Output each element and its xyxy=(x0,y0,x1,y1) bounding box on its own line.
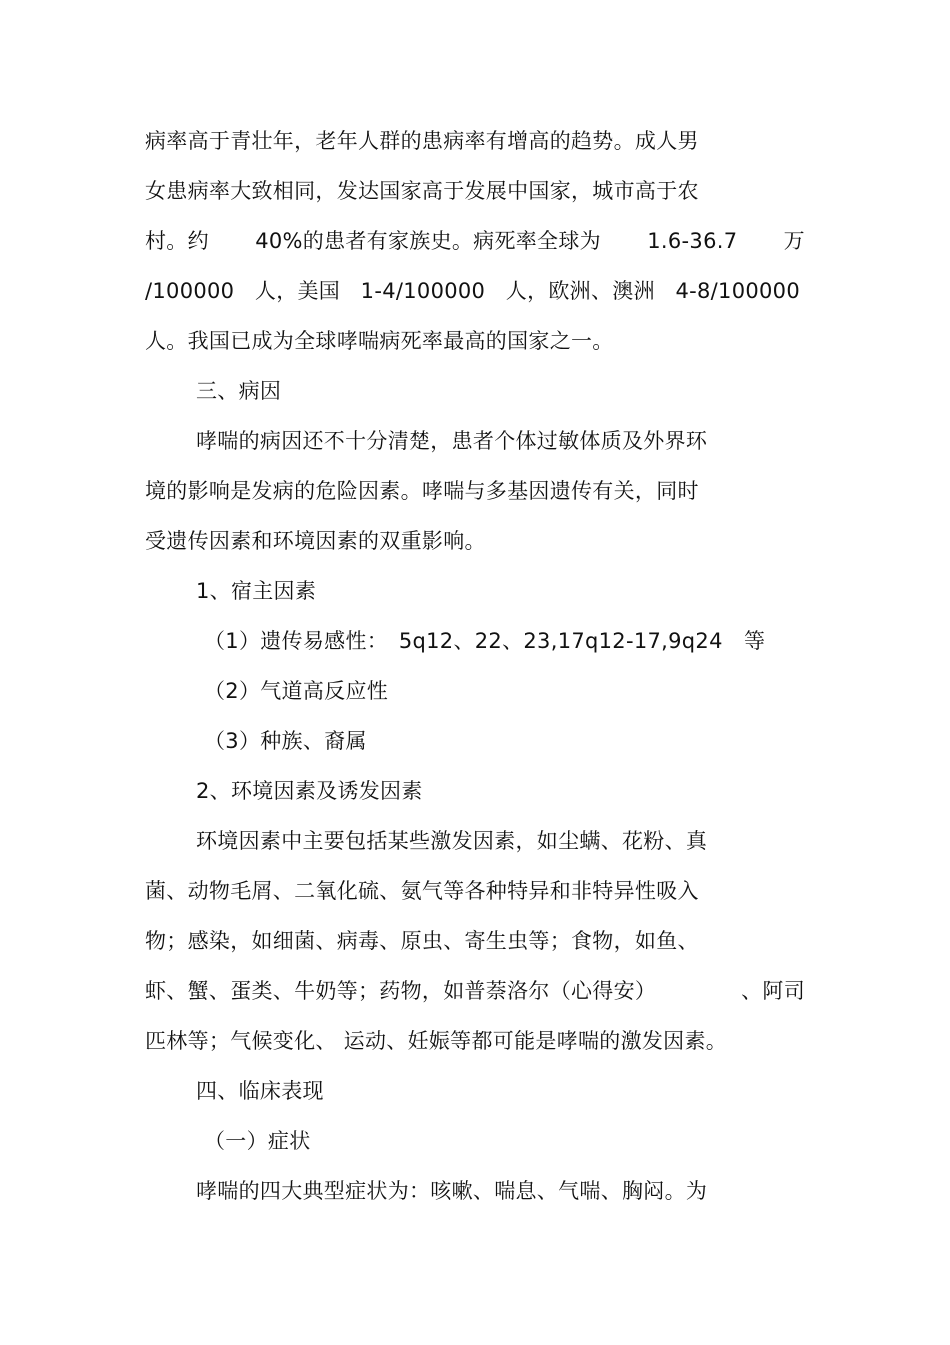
text-segment: /100000 xyxy=(145,279,235,303)
section-heading: 四、临床表现 xyxy=(196,1079,324,1103)
paragraph-line: 匹林等；气候变化、 运动、妊娠等都可能是哮喘的激发因素。 xyxy=(145,1029,728,1053)
text-segment: 虾、蟹、蛋类、牛奶等；药物，如普萘洛尔（心得安） xyxy=(145,979,657,1003)
paragraph-line xyxy=(145,226,805,256)
subsection-heading: 2、环境因素及诱发因素 xyxy=(196,779,423,803)
paragraph-line xyxy=(145,276,800,306)
list-item: （1）遗传易感性： 5q12、22、23,17q12-17,9q24 等 xyxy=(204,629,766,653)
text-segment: 1.6-36.7 xyxy=(647,229,738,253)
paragraph-line: 病率高于青壮年，老年人群的患病率有增高的趋势。成人男 xyxy=(145,129,699,153)
paragraph-line: 环境因素中主要包括某些激发因素，如尘螨、花粉、真 xyxy=(196,829,708,853)
text-segment: 人，欧洲、澳洲 xyxy=(505,279,655,303)
section-heading: 三、病因 xyxy=(196,379,282,403)
paragraph-line: 女患病率大致相同，发达国家高于发展中国家，城市高于农 xyxy=(145,179,699,203)
text-segment: 4-8/100000 xyxy=(675,279,800,303)
list-item: （3）种族、裔属 xyxy=(204,729,367,753)
subsection-heading: 1、宿主因素 xyxy=(196,579,317,603)
paragraph-line: 哮喘的病因还不十分清楚，患者个体过敏体质及外界环 xyxy=(196,429,708,453)
paragraph-line xyxy=(145,976,805,1006)
text-segment: 、阿司 xyxy=(741,979,805,1003)
text-segment: 40%的患者有家族史。病死率全球为 xyxy=(255,229,601,253)
paragraph-line: 境的影响是发病的危险因素。哮喘与多基因遗传有关，同时 xyxy=(145,479,699,503)
paragraph-line: 菌、动物毛屑、二氧化硫、氨气等各种特异和非特异性吸入 xyxy=(145,879,699,903)
text-segment: 万 xyxy=(783,229,805,253)
subsection-heading: （一）症状 xyxy=(204,1129,311,1153)
paragraph-line: 受遗传因素和环境因素的双重影响。 xyxy=(145,529,486,553)
list-item: （2）气道高反应性 xyxy=(204,679,389,703)
text-segment: 人，美国 xyxy=(254,279,341,303)
text-segment: 村。约 xyxy=(145,229,209,253)
paragraph-line: 物；感染，如细菌、病毒、原虫、寄生虫等；食物，如鱼、 xyxy=(145,929,699,953)
paragraph-line: 人。我国已成为全球哮喘病死率最高的国家之一。 xyxy=(145,329,614,353)
paragraph-line: 哮喘的四大典型症状为：咳嗽、喘息、气喘、胸闷。为 xyxy=(196,1179,708,1203)
text-segment: 1-4/100000 xyxy=(360,279,486,303)
